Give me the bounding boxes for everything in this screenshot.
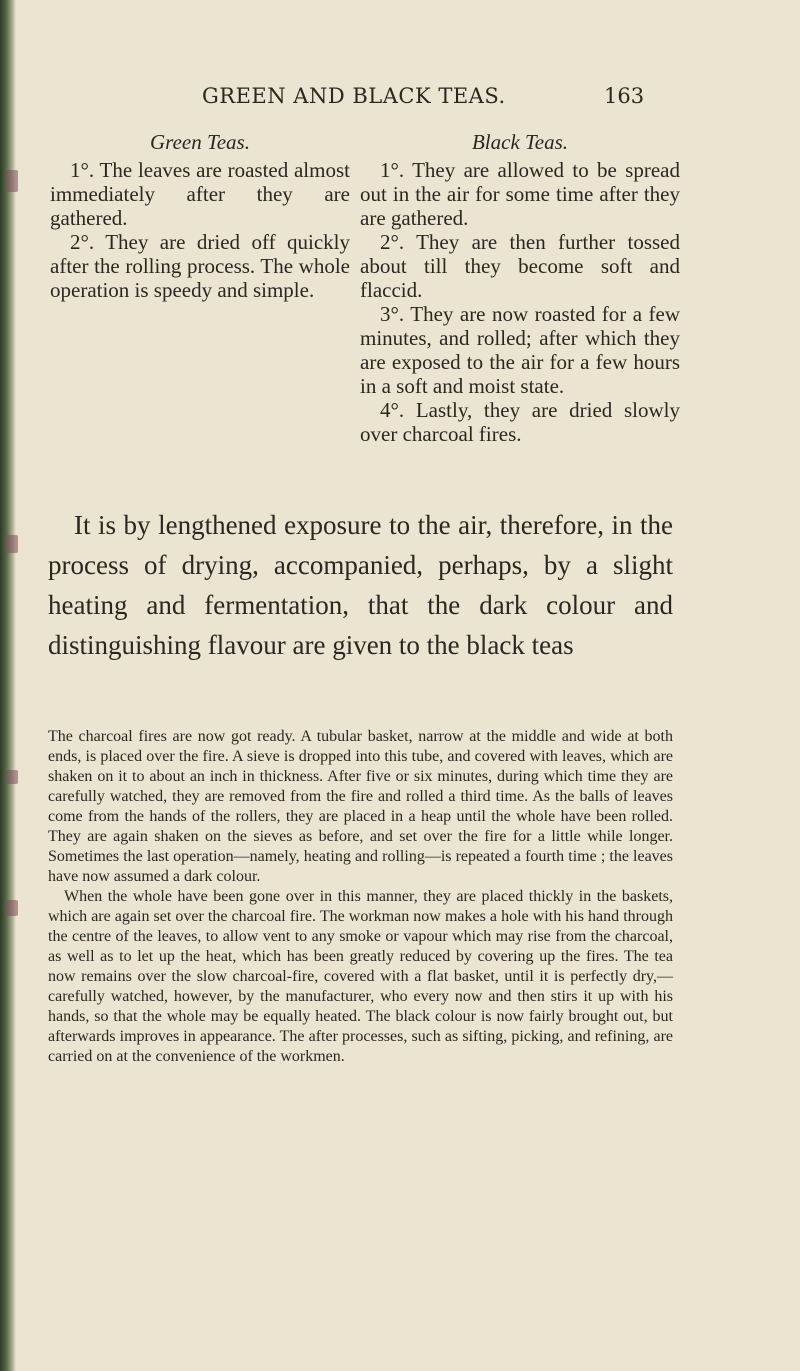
black-teas-item: 2°. They are then further tossed about till they become soft and flaccid. <box>360 230 680 302</box>
book-page <box>30 0 780 1371</box>
green-teas-item: 2°. They are dried off quickly after the rolling process. The whole operation is speedy and simple. <box>50 230 350 302</box>
book-binding-edge <box>0 0 16 1371</box>
ink-mark <box>6 170 18 192</box>
lead-paragraph <box>48 505 673 665</box>
black-teas-column <box>360 130 680 446</box>
ink-mark <box>6 900 18 916</box>
green-teas-heading: Green Teas. <box>150 130 250 154</box>
running-head <box>30 84 780 114</box>
ink-mark <box>6 770 18 784</box>
body-paragraph: When the whole have been gone over in this manner, they are placed thickly in the baskets, which are again set over the charcoal fire. The workman now makes a hole with his hand through the centre of the leaves, to allow vent to any smoke or vapour which may rise from the charcoal, as well as to let up the heat, which has been greatly reduced by covering up the fires. The tea now remains over the slow charcoal-fire, covered with a flat basket, until it is perfectly dry,—carefully watched, however, by the manufacturer, who every now and then stirs it up with his hands, so that the whole may be equally heated. The black colour is now fairly brought out, but afterwards improves in appearance. The after processes, such as sifting, picking, and refining, are carried on at the convenience of the workmen. <box>48 888 673 1065</box>
running-title: GREEN AND BLACK TEAS. <box>202 84 506 108</box>
body-paragraph: The charcoal fires are now got ready. A tubular basket, narrow at the middle and wide at both ends, is placed over the fire. A sieve is dropped into this tube, and covered with leaves, which are shaken on it to about an inch in thickness. After five or six minutes, during which time they are carefully watched, they are removed from the fire and rolled a third time. As the balls of leaves come from the hands of the rollers, they are placed in a heap until the whole have been rolled. They are again shaken on the sieves as before, and set over the fire for a little while longer. Sometimes the last operation—namely, heating and rolling—is repeated a fourth time ; the leaves have now assumed a dark colour. <box>48 728 673 885</box>
green-teas-column <box>50 130 350 302</box>
black-teas-item: 4°. Lastly, they are dried slowly over charcoal fires. <box>360 398 680 446</box>
body-text <box>48 727 673 1067</box>
green-teas-item: 1°. The leaves are roasted almost immediately after they are gathered. <box>50 158 350 230</box>
black-teas-heading: Black Teas. <box>471 130 569 154</box>
page-number: 163 <box>604 84 645 108</box>
black-teas-item: 1°. They are allowed to be spread out in the air for some time after they are gathered. <box>360 158 680 230</box>
lead-paragraph-text: It is by lengthened exposure to the air, therefore, in the process of drying, accompanied, perhaps, by a slight heating and fermentation, that the dark colour and distinguishing flavour are given to the black teas <box>48 510 673 660</box>
ink-mark <box>6 535 18 553</box>
black-teas-item: 3°. They are now roasted for a few minutes, and rolled; after which they are exposed to the air for a few hours in a soft and moist state. <box>360 302 680 398</box>
